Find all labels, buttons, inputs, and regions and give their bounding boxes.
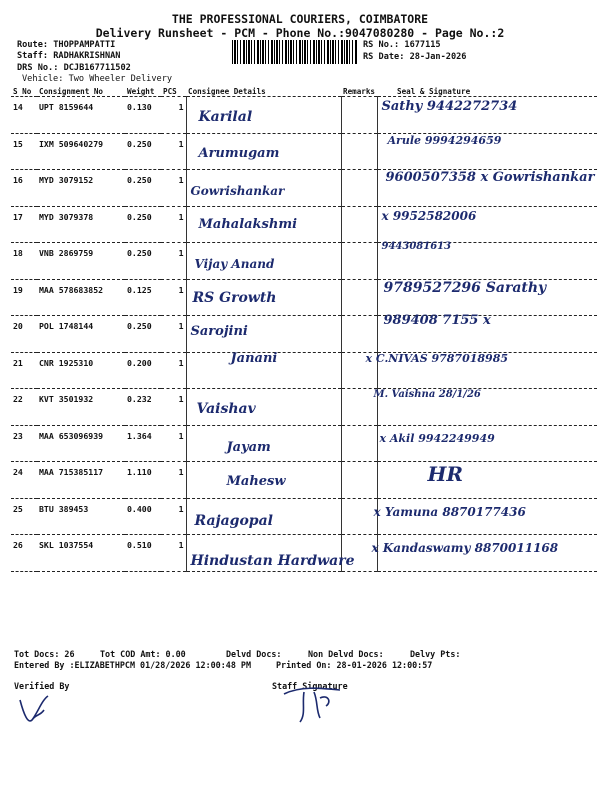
row-pcs: 1 (161, 206, 186, 243)
signature-handwriting: x Akil 9942249949 (379, 431, 495, 445)
row-signature (373, 389, 597, 426)
signature-handwriting: M. Vaishna 28/1/26 (373, 389, 481, 400)
row-remarks (341, 97, 377, 134)
signature-handwriting: 9600507358 x Gowrishankar (385, 170, 595, 185)
signature-handwriting: x C.NIVAS 9787018985 (365, 351, 509, 365)
row-signature (377, 243, 597, 280)
barcode (232, 40, 357, 64)
row-weight: 0.250 (125, 316, 161, 353)
col-signature: Seal & Signature (377, 86, 597, 97)
row-consignee (186, 279, 341, 316)
row-signature (377, 170, 597, 207)
row-sno: 22 (11, 389, 37, 426)
row-consignee (186, 243, 341, 280)
row-signature (377, 279, 597, 316)
row-consignment-no: UPT 8159644 (37, 97, 125, 134)
table-row (11, 279, 597, 316)
table-row (11, 133, 597, 170)
verified-by-label: Verified By (14, 681, 70, 691)
table-header-row (11, 86, 597, 97)
row-sno: 18 (11, 243, 37, 280)
row-remarks (341, 498, 377, 535)
table-row (11, 316, 597, 353)
row-signature (371, 535, 597, 572)
consignee-handwriting: Mahesw (226, 474, 286, 489)
row-remarks (341, 462, 377, 499)
non-delvd-docs: Non Delvd Docs: (308, 649, 384, 659)
row-pcs: 1 (161, 352, 186, 389)
entered-by: Entered By :ELIZABETHPCM 01/28/2026 12:00:48 PM (14, 660, 251, 670)
table-row (11, 352, 597, 389)
runsheet-subtitle: Delivery Runsheet - PCM - Phone No.:9047080280 - Page No.:2 (95, 26, 505, 40)
row-pcs: 1 (161, 279, 186, 316)
row-signature (377, 97, 597, 134)
row-consignment-no: KVT 3501932 (37, 389, 125, 426)
table-row (11, 535, 597, 572)
row-consignment-no: MAA 578683852 (37, 279, 125, 316)
row-consignment-no: IXM 509640279 (37, 133, 125, 170)
row-sno: 16 (11, 170, 37, 207)
row-consignment-no: POL 1748144 (37, 316, 125, 353)
row-remarks (341, 279, 377, 316)
row-sno: 19 (11, 279, 37, 316)
row-consignee (186, 425, 341, 462)
table-row (11, 425, 597, 462)
row-remarks (341, 206, 377, 243)
consignee-handwriting: Mahalakshmi (198, 216, 298, 232)
consignee-handwriting: Sarojini (190, 324, 248, 339)
row-sno: 17 (11, 206, 37, 243)
table-row (11, 97, 597, 134)
row-pcs: 1 (161, 462, 186, 499)
table-row (11, 206, 597, 243)
signature-handwriting: Sathy 9442272734 (381, 99, 518, 114)
row-pcs: 1 (161, 389, 186, 426)
row-weight: 0.250 (125, 133, 161, 170)
delvy-pts: Delvy Pts: (410, 649, 461, 659)
row-weight: 0.250 (125, 243, 161, 280)
signature-handwriting: 989408 7155 x (383, 313, 491, 328)
row-remarks (341, 316, 377, 353)
row-sno: 24 (11, 462, 37, 499)
consignee-handwriting: Janani (230, 350, 278, 366)
row-consignee (186, 498, 341, 535)
staff-signature (280, 680, 360, 725)
row-sno: 25 (11, 498, 37, 535)
row-consignee (186, 352, 341, 389)
signature-handwriting: x 9952582006 (381, 208, 477, 223)
consignee-handwriting: Arumugam (198, 145, 280, 161)
row-consignment-no: MAA 653096939 (37, 425, 125, 462)
row-pcs: 1 (161, 535, 186, 572)
table-row (11, 243, 597, 280)
consignee-handwriting: Vaishav (196, 401, 256, 417)
row-remarks (341, 170, 377, 207)
row-weight: 0.250 (125, 206, 161, 243)
row-sno: 14 (11, 97, 37, 134)
row-signature (373, 498, 597, 535)
row-consignee (186, 133, 341, 170)
table-row (11, 170, 597, 207)
row-signature (377, 206, 597, 243)
row-consignment-no: VNB 2869759 (37, 243, 125, 280)
row-consignment-no: CNR 1925310 (37, 352, 125, 389)
row-consignee (186, 316, 341, 353)
runsheet-table (11, 86, 597, 572)
consignee-handwriting: Vijay Anand (194, 257, 275, 271)
row-signature (377, 313, 597, 353)
vehicle-label: Vehicle: Two Wheeler Delivery (22, 74, 173, 84)
col-consignment: Consignment No (37, 86, 125, 97)
row-consignment-no: SKL 1037554 (37, 535, 125, 572)
row-weight: 0.232 (125, 389, 161, 426)
row-sno: 23 (11, 425, 37, 462)
route-label: Route: THOPPAMPATTI (17, 40, 116, 50)
delvd-docs: Delvd Docs: (226, 649, 282, 659)
row-remarks (341, 425, 377, 462)
row-consignee (186, 206, 341, 243)
row-pcs: 1 (161, 498, 186, 535)
row-consignee (186, 389, 341, 426)
row-consignment-no: MYD 3079378 (37, 206, 125, 243)
col-sno: S No (11, 86, 37, 97)
verifier-signature (14, 690, 74, 730)
signature-handwriting: x Yamuna 8870177436 (373, 504, 526, 519)
col-consignee: Consignee Details (186, 86, 341, 97)
row-consignee (186, 535, 355, 572)
row-signature (377, 133, 597, 170)
table-row (11, 389, 597, 426)
rs-date-label: RS Date: 28-Jan-2026 (363, 52, 467, 62)
consignee-handwriting: Jayam (226, 439, 271, 455)
row-pcs: 1 (161, 170, 186, 207)
row-consignee (186, 462, 341, 499)
consignee-handwriting: Gowrishankar (190, 184, 285, 198)
row-sno: 21 (11, 352, 37, 389)
row-remarks (341, 389, 377, 426)
staff-signature-label: Staff Signature (272, 681, 348, 691)
row-consignment-no: MYD 3079152 (37, 170, 125, 207)
col-pcs: PCS (161, 86, 186, 97)
signature-handwriting: 9443081613 (381, 241, 452, 252)
staff-label: Staff: RADHAKRISHNAN (17, 51, 121, 61)
table-row (11, 462, 597, 499)
row-weight: 0.125 (125, 279, 161, 316)
consignee-handwriting: RS Growth (192, 289, 277, 306)
row-signature (365, 351, 597, 389)
col-remarks: Remarks (343, 86, 376, 96)
consignee-handwriting: Rajagopal (194, 512, 273, 529)
row-pcs: 1 (161, 97, 186, 134)
drs-label: DRS No.: DCJB167711502 (17, 63, 131, 73)
col-weight: Weight (125, 86, 161, 97)
row-remarks (341, 133, 377, 170)
row-consignment-no: MAA 715385117 (37, 462, 125, 499)
tot-cod: Tot COD Amt: 0.00 (100, 649, 186, 659)
row-weight: 0.200 (125, 352, 161, 389)
row-sno: 20 (11, 316, 37, 353)
tot-docs: Tot Docs: 26 (14, 649, 75, 659)
signature-handwriting: x Kandaswamy 8870011168 (371, 541, 559, 555)
row-signature (377, 425, 597, 462)
row-weight: 1.110 (125, 462, 161, 499)
row-weight: 1.364 (125, 425, 161, 462)
row-weight: 0.510 (125, 535, 161, 572)
row-pcs: 1 (161, 425, 186, 462)
rs-no-label: RS No.: 1677115 (363, 40, 441, 50)
row-consignment-no: BTU 389453 (37, 498, 125, 535)
signature-handwriting: 9789527296 Sarathy (383, 279, 547, 296)
printed-on: Printed On: 28-01-2026 12:00:57 (276, 660, 433, 670)
row-consignee (186, 170, 341, 207)
row-weight: 0.250 (125, 170, 161, 207)
table-row (11, 498, 597, 535)
row-pcs: 1 (161, 133, 186, 170)
signature-handwriting: Arule 9994294659 (387, 133, 502, 147)
row-pcs: 1 (161, 243, 186, 280)
row-signature (377, 462, 597, 499)
row-weight: 0.130 (125, 97, 161, 134)
company-title: THE PROFESSIONAL COURIERS, COIMBATORE (171, 12, 429, 26)
signature-handwriting: HR (427, 462, 464, 486)
row-weight: 0.400 (125, 498, 161, 535)
row-remarks (341, 243, 377, 280)
row-consignee (186, 97, 341, 134)
row-pcs: 1 (161, 316, 186, 353)
row-sno: 15 (11, 133, 37, 170)
consignee-handwriting: Hindustan Hardware (190, 553, 355, 569)
row-sno: 26 (11, 535, 37, 572)
consignee-handwriting: Karilal (198, 109, 253, 125)
